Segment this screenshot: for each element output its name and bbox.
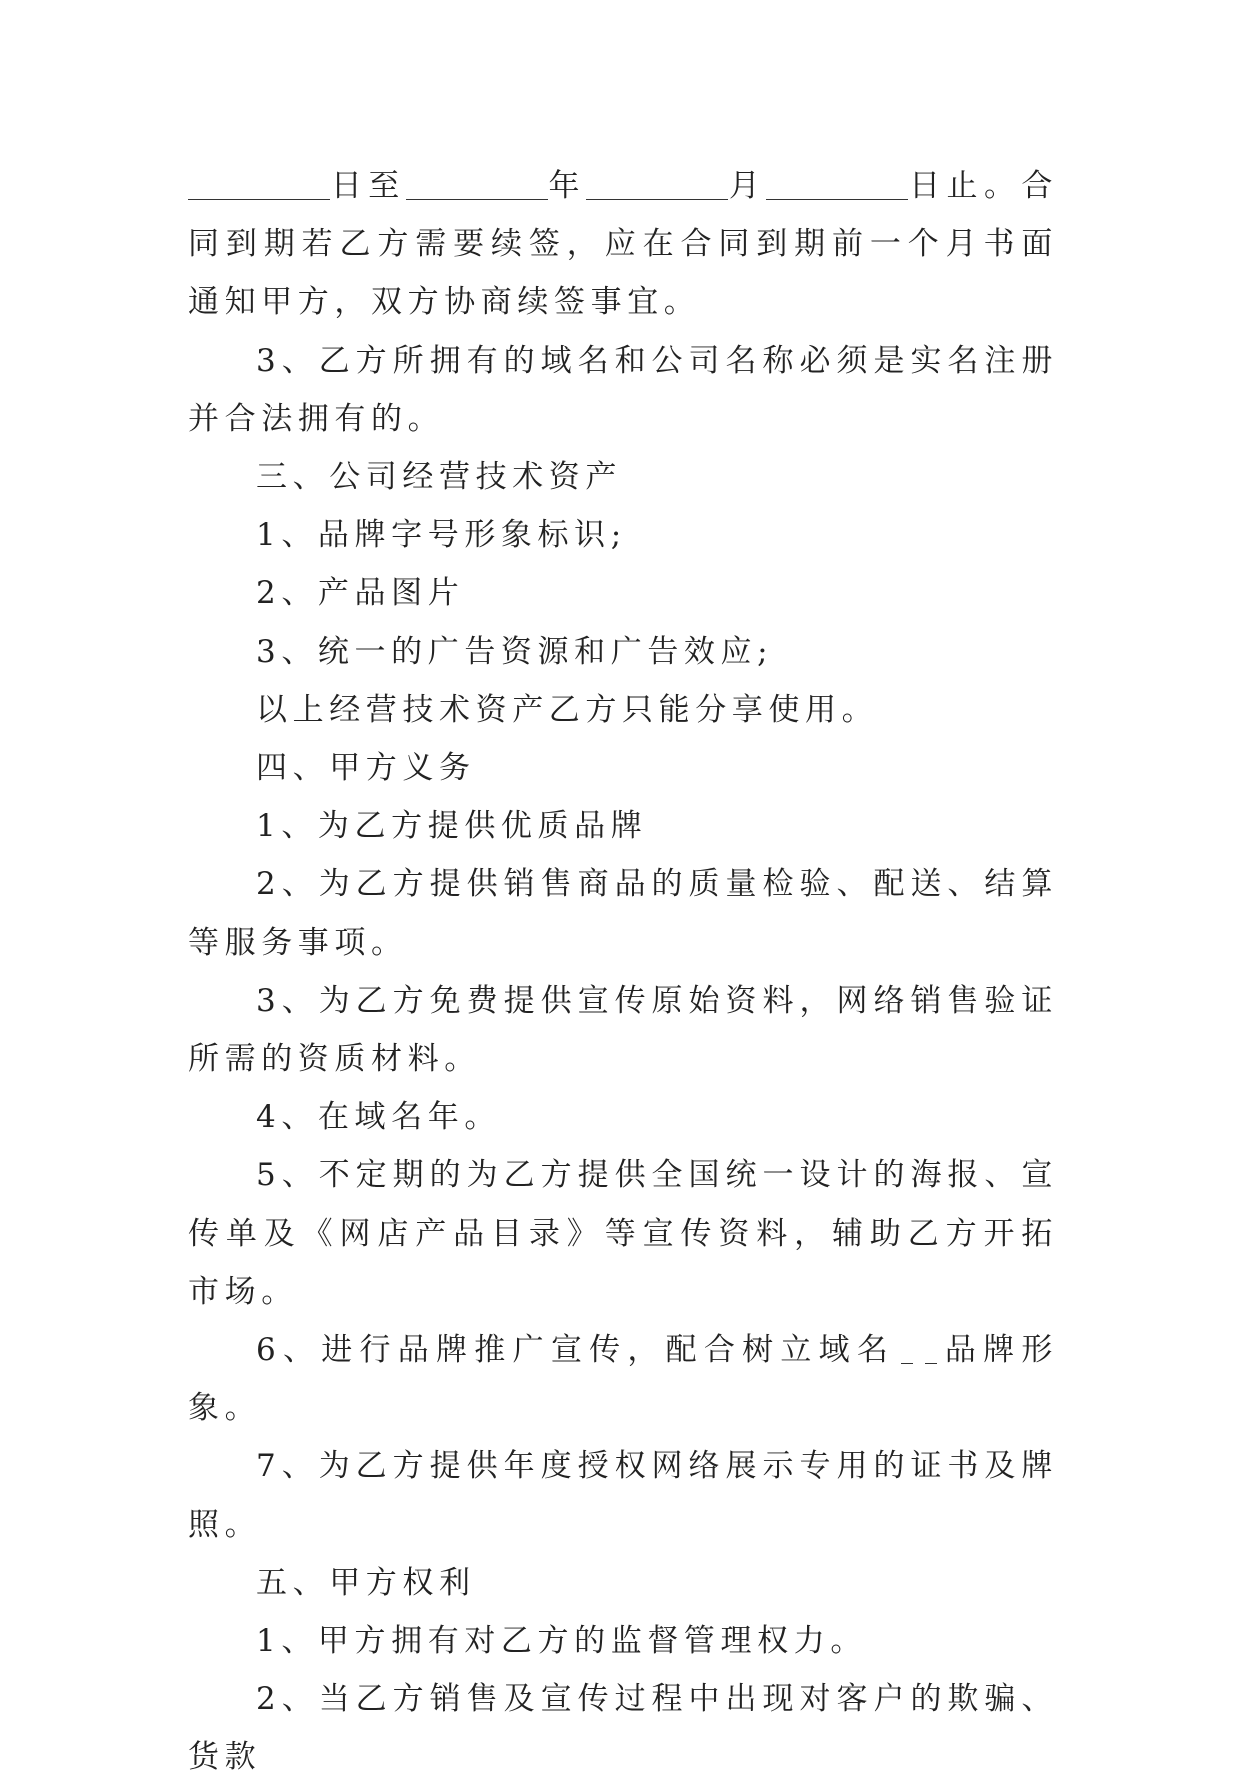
blank-field <box>406 165 548 200</box>
item6-text-before: 6、进行品牌推广宣传，配合树立域名 <box>256 1332 896 1369</box>
blank-field <box>586 165 728 200</box>
blank-field <box>766 165 908 200</box>
text-day-from: 日至 <box>330 168 406 204</box>
list-item: 2、当乙方销售及宣传过程中出现对客户的欺骗、货款 <box>188 1681 1058 1776</box>
list-item: 以上经营技术资产乙方只能分享使用。 <box>256 691 879 728</box>
list-item: 2、为乙方提供销售商品的质量检验、配送、结算等服务事项。 <box>188 866 1058 961</box>
blank-field <box>188 165 330 200</box>
item6-text-after: 品牌形象。 <box>188 1332 1058 1427</box>
list-item: 1、为乙方提供优质品牌 <box>256 808 648 845</box>
list-item: 4、在域名年。 <box>256 1099 501 1136</box>
list-item: 3、为乙方免费提供宣传原始资料，网络销售验证所需的资质材料。 <box>188 982 1058 1078</box>
section-heading: 三、公司经营技术资产 <box>256 459 622 496</box>
contract-text <box>188 157 1058 1787</box>
section-heading: 四、甲方义务 <box>256 750 476 787</box>
text-month: 月 <box>727 168 767 204</box>
contract-term-paragraph <box>188 157 1058 332</box>
list-item: 3、统一的广告资源和广告效应; <box>256 633 774 670</box>
list-item <box>188 1321 1058 1437</box>
section-heading: 五、甲方权利 <box>256 1564 476 1601</box>
text-year: 年 <box>547 168 586 204</box>
text-day-until: 日止。合同到期若乙方需要续签，应在合同到期前一个月书面通知甲方，双方协商续签事宜。 <box>188 168 1059 321</box>
list-item: 2、产品图片 <box>256 575 465 612</box>
list-item: 1、品牌字号形象标识; <box>256 517 627 554</box>
blank-field <box>925 1329 937 1364</box>
domain-legal-paragraph: 3、乙方所拥有的域名和公司名称必须是实名注册并合法拥有的。 <box>188 342 1058 437</box>
list-item: 5、不定期的为乙方提供全国统一设计的海报、宣传单及《网店产品目录》等宣传资料，辅助乙方开拓市场。 <box>188 1157 1058 1310</box>
list-item: 1、甲方拥有对乙方的监督管理权力。 <box>256 1623 867 1660</box>
blank-field <box>901 1329 913 1364</box>
list-item: 7、为乙方提供年度授权网络展示专用的证书及牌照。 <box>188 1448 1058 1543</box>
